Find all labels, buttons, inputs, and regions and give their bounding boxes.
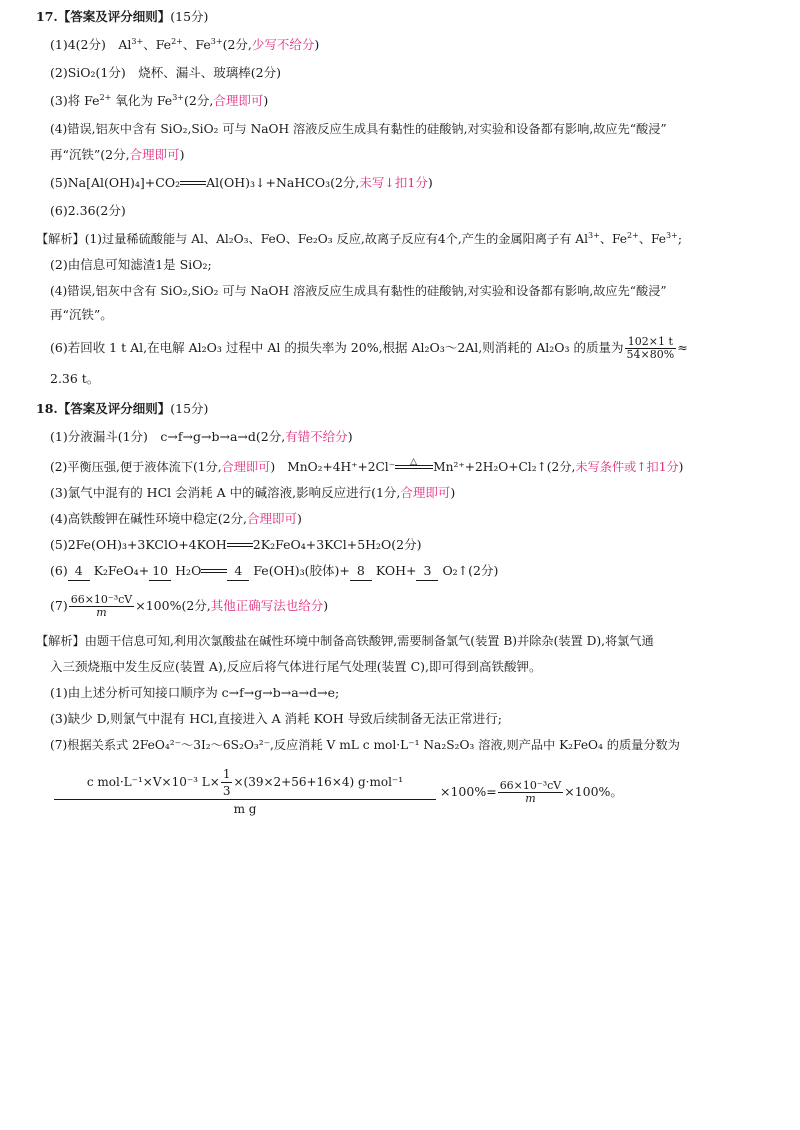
formula-denominator: m g: [233, 802, 257, 816]
q17-analysis-2: (2)由信息可知滤渣1是 SiO₂;: [50, 257, 212, 272]
q17-analysis-6-result: 2.36 t。: [50, 371, 100, 386]
q18-answer-4: (4)高铁酸钾在碱性环境中稳定(2分,合理即可): [50, 511, 302, 526]
fraction: $\frac{1}{3}$: [222, 767, 231, 798]
scoring-note: 合理即可: [400, 485, 451, 500]
scoring-note: 有错不给分: [285, 429, 348, 444]
q18-title: 【答案及评分细则】: [57, 401, 171, 416]
q17-analysis-4-line1: (4)错误,铝灰中含有 SiO₂,SiO₂ 可与 NaOH 溶液反应生成具有黏性的硅酸钠,对实验和设备都有影响,故应先“酸浸”: [50, 284, 667, 298]
q18-answer-5: (5)2Fe(OH)₃+3KClO+4KOH 2K₂FeO₄+3KCl+5H₂O(2分): [50, 537, 422, 552]
scoring-note: 合理即可: [221, 460, 271, 474]
scoring-note: 合理即可: [247, 511, 298, 526]
q17-answer-2: (2)SiO₂(1分) 烧杯、漏斗、玻璃棒(2分): [50, 65, 281, 80]
heating-condition-sign: △: [395, 463, 433, 473]
q17-header: [36, 8, 208, 26]
q18-analysis-1: (1)由上述分析可知接口顺序为 c→f→g→b→a→d→e;: [50, 685, 340, 700]
scoring-note: 合理即可: [213, 93, 264, 108]
q18-answer-7: (7) $\frac{\text{66×10⁻³cV}}{m}$ ×100%(2分,其他正确写法也给分): [50, 593, 329, 619]
fraction: $\frac{102\times 1 t}{54\times 80\%}$: [626, 335, 675, 361]
q17-answer-6: (6)2.36(2分): [50, 203, 126, 218]
coefficient-blank: 10: [149, 562, 171, 581]
q17-answer-5: (5)Na[Al(OH)₄]+CO₂ Al(OH)₃↓+NaHCO₃(2分,未写↓扣1分): [50, 175, 433, 190]
q17-title: 【答案及评分细则】: [57, 9, 171, 24]
equals-sign: [227, 542, 253, 550]
coefficient-blank: 8: [350, 562, 372, 581]
q18-answer-2: (2)平衡压强,便于液体流下(1分,合理即可) MnO₂+4H⁺+2Cl⁻ △ Mn²⁺+2H₂O+Cl₂↑(2分,未写条件或↑扣1分): [50, 456, 684, 474]
q17-answer-4-line1: (4)错误,铝灰中含有 SiO₂,SiO₂ 可与 NaOH 溶液反应生成具有黏性的硅酸钠,对实验和设备都有影响,故应先“酸浸”: [50, 122, 667, 136]
fraction: $\frac{\text{66×10⁻³cV}}{m}$: [70, 593, 133, 619]
scoring-note: 未写↓扣1分: [359, 175, 428, 190]
q17-answer-4-line2: 再“沉铁”(2分,合理即可): [50, 147, 185, 162]
q18-header: [36, 400, 208, 418]
q18-analysis-7: (7)根据关系式 2FeO₄²⁻～3I₂～6S₂O₃²⁻,反应消耗 V mL c mol·L⁻¹ Na₂S₂O₃ 溶液,则产品中 K₂FeO₄ 的质量分数为: [50, 738, 680, 752]
q17-number: 17.: [36, 9, 58, 24]
mass-fraction-formula: [54, 768, 436, 816]
q18-answer-3: (3)氯气中混有的 HCl 会消耗 A 中的碱溶液,影响反应进行(1分,合理即可): [50, 485, 456, 500]
scoring-note: 少写不给分: [251, 37, 315, 52]
coefficient-blank: 4: [227, 562, 249, 581]
q18-answer-6: (6) 4 K₂FeO₄+ 10 H₂O 4 Fe(OH)₃(胶体)+ 8 KOH+ 3 O₂↑(2分): [50, 562, 498, 581]
equals-sign: [201, 568, 227, 576]
q17-answer-3: (3)将 $Fe^{2+}$ 氧化为 $Fe^{3+}(2$分,合理即可): [50, 92, 269, 108]
equals-sign: [180, 180, 206, 188]
scoring-note: 其他正确写法也给分: [210, 598, 324, 613]
q17-answer-1: (1)4(2分) $Al^{3+}$、$Fe^{2+}$、$Fe^{3+}(2$分,少写不给分): [50, 36, 320, 52]
coefficient-blank: 4: [68, 562, 90, 581]
formula-numerator: c mol·L⁻¹×V×10⁻³ L× $\frac{1}{3}$ ×(39×2+56+16×4) g·mol⁻¹: [54, 768, 436, 800]
q18-score: (15分): [170, 401, 209, 416]
q17-score: (15分): [170, 9, 209, 24]
formula-result: ×100%= $\frac{\text{66×10⁻³cV}}{m}$ ×100%。: [440, 779, 623, 805]
fraction: $\frac{\text{66×10⁻³cV}}{m}$: [499, 779, 562, 805]
scoring-note: 合理即可: [129, 147, 180, 162]
q17-analysis-1: 【解析】(1)过量稀硫酸能与 Al、Al₂O₃、FeO、Fe₂O₃ 反应,故离子反应有4个,产生的金属阳离子有 $Al^{3+}$、$Fe^{2+}$、$Fe^{3+}$;: [36, 230, 682, 246]
q18-analysis-intro-line2: 入三颈烧瓶中发生反应(装置 A),反应后将气体进行尾气处理(装置 C),即可得到高铁酸钾。: [50, 659, 542, 674]
q17-analysis-4-line2: 再“沉铁”。: [50, 307, 113, 322]
q17-analysis-6: (6)若回收 1 t Al,在电解 Al₂O₃ 过程中 Al 的损失率为 20%,根据 Al₂O₃～2Al,则消耗的 Al₂O₃ 的质量为 $\frac{102\times 1 t}{54\times 80\%}$ ≈: [50, 335, 688, 361]
q18-analysis-intro-line1: 【解析】由题干信息可知,利用次氯酸盐在碱性环境中制备高铁酸钾,需要制备氯气(装置 B)并除杂(装置 D),将氯气通: [36, 634, 654, 648]
q18-number: 18.: [36, 401, 58, 416]
q18-answer-1: (1)分液漏斗(1分) c→f→g→b→a→d(2分,有错不给分): [50, 429, 353, 444]
coefficient-blank: 3: [416, 562, 438, 581]
scoring-note: 未写条件或↑扣1分: [575, 460, 679, 474]
q18-analysis-3: (3)缺少 D,则氯气中混有 HCl,直接进入 A 消耗 KOH 导致后续制备无法正常进行;: [50, 711, 502, 726]
